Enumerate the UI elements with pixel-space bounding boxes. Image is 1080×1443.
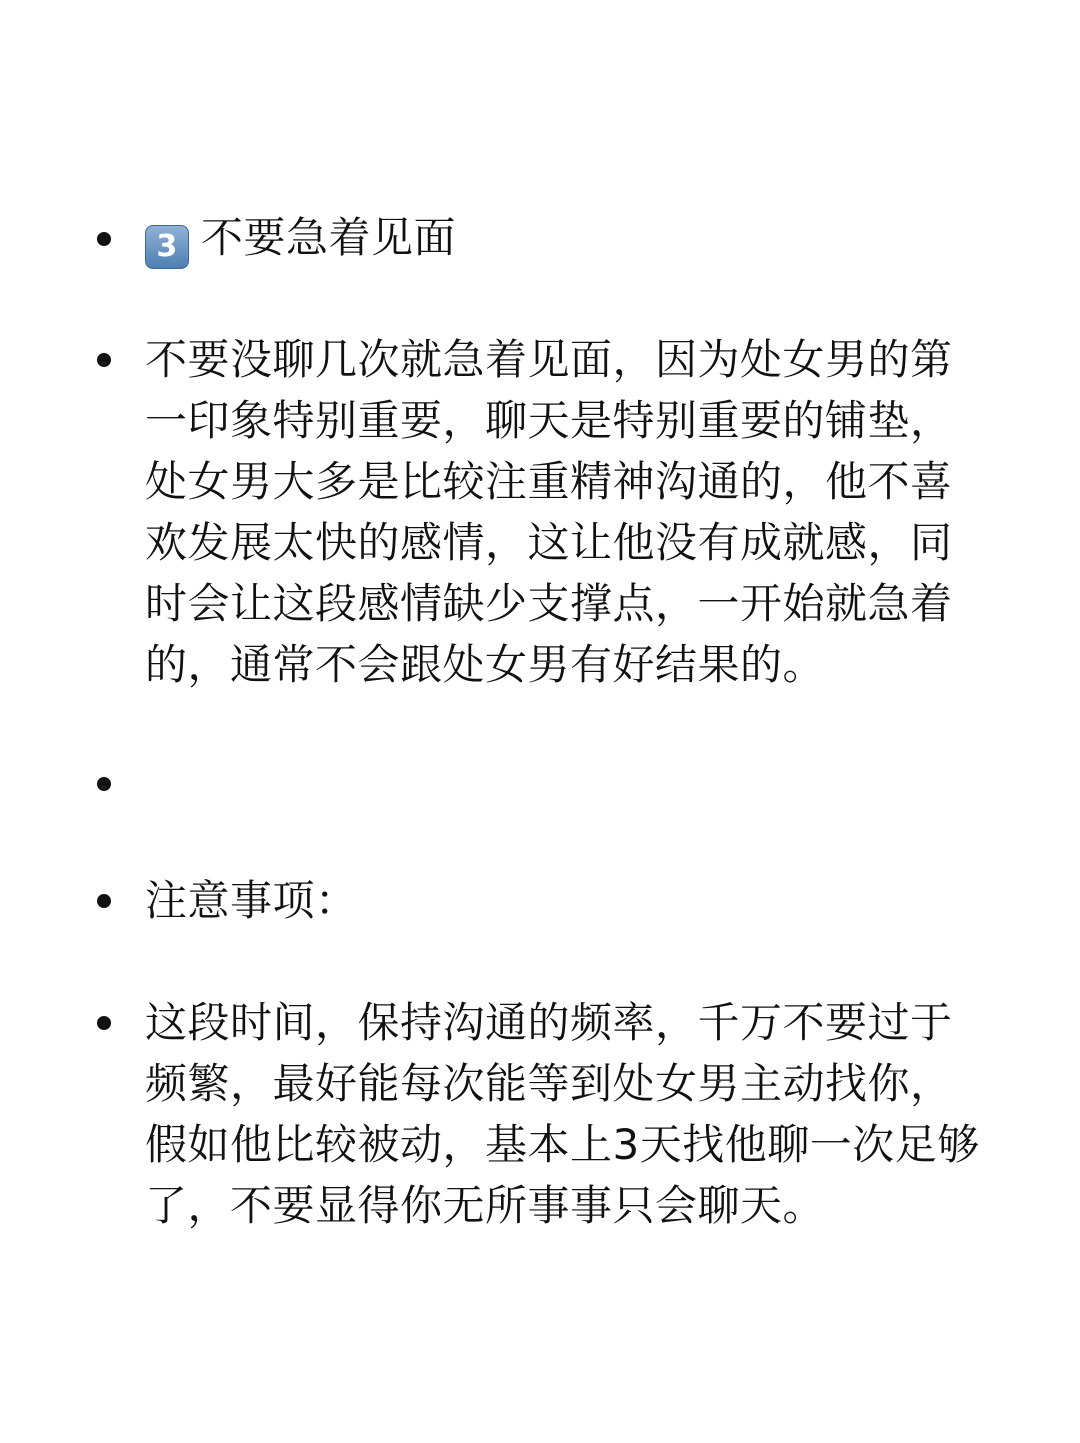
keycap-three-icon: 3 [145, 225, 189, 269]
bullet [97, 232, 111, 246]
notes-heading-text: 注意事项： [145, 876, 358, 925]
bullet [97, 777, 111, 791]
heading-label: 不要急着见面 [201, 213, 457, 262]
paragraph-text: 不要没聊几次就急着见面，因为处女男的第一印象特别重要，聊天是特别重要的铺垫，处女男大多是比较注重精神沟通的，他不喜欢发展太快的感情，这让他没有成就感，同时会让这段感情缺少支撑点，一开始就急着的，通常不会跟处女男有好结果的。 [145, 335, 953, 689]
bullet [97, 1016, 111, 1030]
paragraph-text: 这段时间，保持沟通的频率，千万不要过于频繁，最好能每次能等到处女男主动找你，假如他比较被动，基本上3天找他聊一次足够了，不要显得你无所事事只会聊天。 [145, 998, 980, 1230]
heading-text [145, 207, 990, 269]
bullet [97, 894, 111, 908]
bullet [97, 353, 111, 367]
